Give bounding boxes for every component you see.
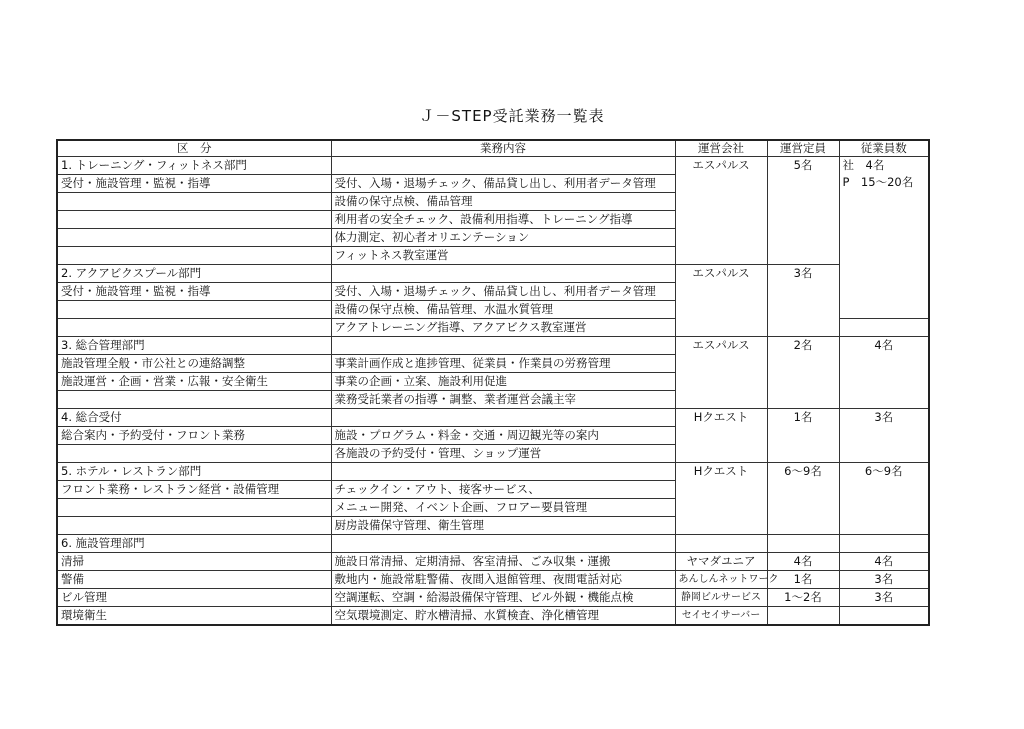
header-staff: 従業員数 [839, 140, 929, 157]
category-spacer [57, 319, 331, 337]
section-title: 2. アクアビクスプール部門 [57, 265, 331, 283]
task-cell: 設備の保守点検、備品管理 [331, 193, 675, 211]
quota-cell: 1～2名 [767, 589, 839, 607]
category-spacer [57, 211, 331, 229]
task-cell: 敷地内・施設常駐警備、夜間入退館管理、夜間電話対応 [331, 571, 675, 589]
task-cell: 施設・プログラム・料金・交通・周辺観光等の案内 [331, 427, 675, 445]
section-subtitle: 総合案内・予約受付・フロント業務 [57, 427, 331, 445]
task-cell: 事業の企画・立案、施設利用促進 [331, 373, 675, 391]
task-cell: 利用者の安全チェック、設備利用指導、トレーニング指導 [331, 211, 675, 229]
task-cell: 受付、入場・退場チェック、備品貸し出し、利用者データ管理 [331, 283, 675, 301]
task-cell [331, 535, 675, 553]
table-row [57, 571, 929, 589]
quota-cell: 2名 [767, 337, 839, 409]
company-cell: 静岡ビルサービス [675, 589, 767, 607]
section-title: 6. 施設管理部門 [57, 535, 331, 553]
table-header-row [57, 140, 929, 157]
company-cell: Hクエスト [675, 463, 767, 535]
category-spacer [57, 517, 331, 535]
page-title: Ｊ－STEP受託業務一覧表 [419, 107, 605, 125]
task-cell: 設備の保守点検、備品管理、水温水質管理 [331, 301, 675, 319]
company-cell [675, 535, 767, 553]
staff-cell: 3名 [839, 589, 929, 607]
company-cell: エスパルス [675, 265, 767, 337]
company-cell: Hクエスト [675, 409, 767, 463]
staff-cell: 4名 [839, 553, 929, 571]
company-cell: ヤマダユニア [675, 553, 767, 571]
task-cell: チェックイン・アウト、接客サービス、 [331, 481, 675, 499]
company-cell: エスパルス [675, 157, 767, 265]
company-cell: エスパルス [675, 337, 767, 409]
staff-cell: 3名 [839, 571, 929, 589]
table-row [57, 337, 929, 355]
section-title: 1. トレーニング・フィットネス部門 [57, 157, 331, 175]
table-row [57, 553, 929, 571]
quota-cell [767, 607, 839, 626]
task-cell: 業務受託業者の指導・調整、業者運営会議主宰 [331, 391, 675, 409]
staff-cell: 6～9名 [839, 463, 929, 535]
outsourcing-table [56, 139, 930, 626]
quota-cell: 4名 [767, 553, 839, 571]
table-row [57, 589, 929, 607]
table-row [57, 265, 929, 283]
header-company: 運営会社 [675, 140, 767, 157]
staff-cell: 4名 [839, 337, 929, 409]
task-cell: 厨房設備保守管理、衛生管理 [331, 517, 675, 535]
quota-cell: 5名 [767, 157, 839, 265]
category-spacer [57, 445, 331, 463]
section-title: 3. 総合管理部門 [57, 337, 331, 355]
table-row [57, 409, 929, 427]
table-row [57, 463, 929, 481]
staff-cell: 3名 [839, 409, 929, 463]
quota-cell [767, 535, 839, 553]
category-spacer [57, 229, 331, 247]
table-row [57, 607, 929, 626]
section-subtitle: 施設運営・企画・営業・広報・安全衛生 [57, 373, 331, 391]
company-cell: あんしんネットワーク [675, 571, 767, 589]
quota-cell: 3名 [767, 265, 839, 337]
section-subtitle: 施設管理全般・市公社との連絡調整 [57, 355, 331, 373]
task-cell: 空調運転、空調・給湯設備保守管理、ビル外観・機能点検 [331, 589, 675, 607]
quota-cell: 1名 [767, 409, 839, 463]
category-spacer [57, 193, 331, 211]
section-title: 5. ホテル・レストラン部門 [57, 463, 331, 481]
task-cell: 各施設の予約受付・管理、ショップ運営 [331, 445, 675, 463]
section-subtitle: 受付・施設管理・監視・指導 [57, 283, 331, 301]
task-cell: フィットネス教室運営 [331, 247, 675, 265]
subsection-label: ビル管理 [57, 589, 331, 607]
task-cell [331, 463, 675, 481]
combined-staff-line1: 社 4名 [842, 158, 885, 172]
task-cell: メニュー開発、イベント企画、フロアー要員管理 [331, 499, 675, 517]
staff-cell [839, 607, 929, 626]
combined-staff-line2: P 15～20名 [842, 175, 914, 189]
category-spacer [57, 301, 331, 319]
category-spacer [57, 499, 331, 517]
subsection-label: 清掃 [57, 553, 331, 571]
table-row [57, 157, 929, 175]
section-title: 4. 総合受付 [57, 409, 331, 427]
subsection-label: 警備 [57, 571, 331, 589]
task-cell [331, 265, 675, 283]
header-category: 区 分 [57, 140, 331, 157]
task-cell: 施設日常清掃、定期清掃、客室清掃、ごみ収集・運搬 [331, 553, 675, 571]
task-cell [331, 337, 675, 355]
staff-cell [839, 535, 929, 553]
section-subtitle: フロント業務・レストラン経営・設備管理 [57, 481, 331, 499]
quota-cell: 6～9名 [767, 463, 839, 535]
task-cell [331, 157, 675, 175]
task-cell: アクアトレーニング指導、アクアビクス教室運営 [331, 319, 675, 337]
subsection-label: 環境衛生 [57, 607, 331, 626]
task-cell: 事業計画作成と進捗管理、従業員・作業員の労務管理 [331, 355, 675, 373]
task-cell: 体力測定、初心者オリエンテーション [331, 229, 675, 247]
task-cell: 受付、入場・退場チェック、備品貸し出し、利用者データ管理 [331, 175, 675, 193]
header-quota: 運営定員 [767, 140, 839, 157]
table-row [57, 535, 929, 553]
quota-cell: 1名 [767, 571, 839, 589]
category-spacer [57, 247, 331, 265]
category-spacer [57, 391, 331, 409]
company-cell: セイセイサーバー [675, 607, 767, 626]
header-tasks: 業務内容 [331, 140, 675, 157]
combined-staff-cell [839, 157, 929, 319]
task-cell: 空気環境測定、貯水槽清掃、水質検査、浄化槽管理 [331, 607, 675, 626]
section-subtitle: 受付・施設管理・監視・指導 [57, 175, 331, 193]
task-cell [331, 409, 675, 427]
